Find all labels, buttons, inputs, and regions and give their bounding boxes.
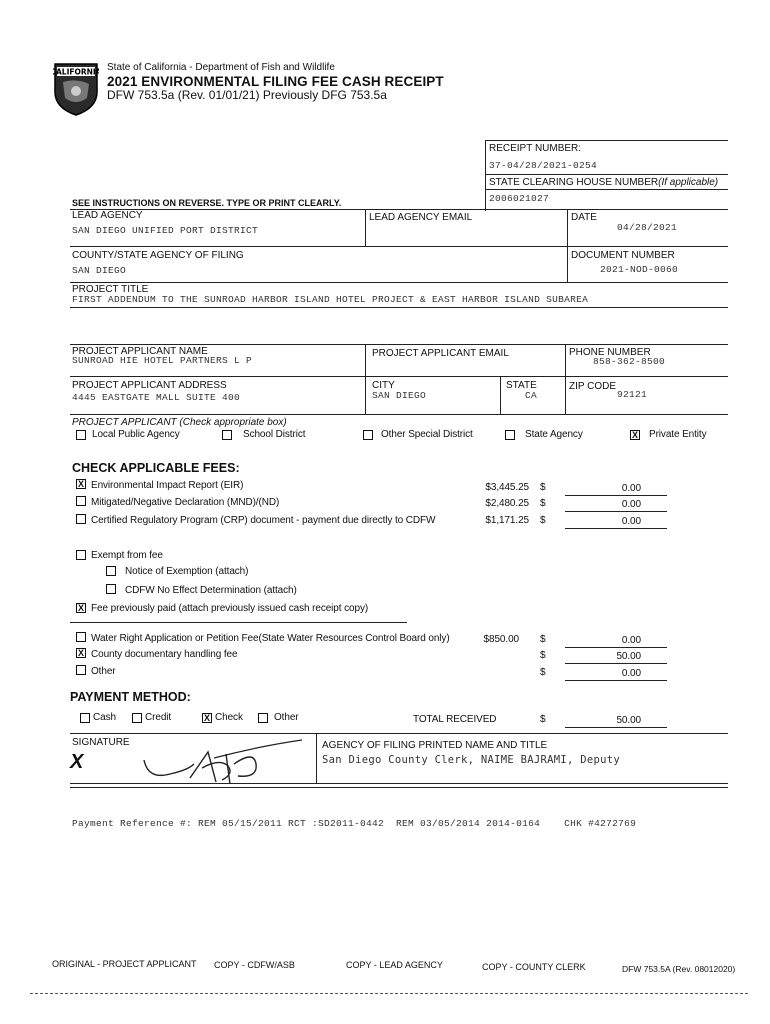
instructions: SEE INSTRUCTIONS ON REVERSE. TYPE OR PRINT CLEARLY. <box>72 198 342 208</box>
payment-reference: Payment Reference #: REM 05/15/2011 RCT :SD2011-0442 REM 03/05/2014 2014-0164 CHK #4272769 <box>72 818 637 829</box>
state-label: STATE <box>506 380 537 391</box>
other-fee-label: Other <box>91 666 116 677</box>
county-handling-fee-label: County documentary handling fee <box>91 649 238 660</box>
seal-logo <box>53 62 99 116</box>
checkbox-crp[interactable] <box>76 514 86 524</box>
lead-agency-label: LEAD AGENCY <box>72 210 143 221</box>
total-received-amount: 50.00 <box>616 715 641 726</box>
date-value: 04/28/2021 <box>617 222 678 233</box>
project-title-value: FIRST ADDENDUM TO THE SUNROAD HARBOR ISLAND HOTEL PROJECT & EAST HARBOR ISLAND SUBAREA <box>72 294 589 305</box>
footer-copy-cdfw: COPY - CDFW/ASB <box>214 960 295 970</box>
label-school-district: School District <box>243 429 306 440</box>
total-received-dollar: $ <box>540 714 546 725</box>
checkbox-exempt[interactable] <box>76 550 86 560</box>
fees-heading: CHECK APPLICABLE FEES: <box>72 461 240 475</box>
label-other-payment: Other <box>274 712 299 723</box>
receipt-number-label: RECEIPT NUMBER: <box>489 143 582 154</box>
label-local-public-agency: Local Public Agency <box>92 429 180 440</box>
clearing-house-value: 2006021027 <box>489 193 550 204</box>
state-value: CA <box>525 390 538 401</box>
checkbox-check[interactable]: X <box>203 713 210 723</box>
document-number-value: 2021-NOD-0060 <box>600 264 679 275</box>
checkbox-school-district[interactable] <box>222 430 232 440</box>
label-private-entity: Private Entity <box>649 429 707 440</box>
applicant-address-label: PROJECT APPLICANT ADDRESS <box>72 380 227 391</box>
county-value: SAN DIEGO <box>72 265 127 276</box>
checkbox-other-special-district[interactable] <box>363 430 373 440</box>
county-handling-fee-amount: 50.00 <box>616 651 641 662</box>
checkbox-credit[interactable] <box>132 713 142 723</box>
checkbox-other-payment[interactable] <box>258 713 268 723</box>
checkbox-no-effect[interactable] <box>106 584 116 594</box>
lead-agency-email-label: LEAD AGENCY EMAIL <box>369 212 473 223</box>
footer-original: ORIGINAL - PROJECT APPLICANT <box>52 959 197 969</box>
project-title-label: PROJECT TITLE <box>72 284 149 295</box>
label-check: Check <box>215 712 243 723</box>
water-right-label: Water Right Application or Petition Fee(State Water Resources Control Board only) <box>91 633 450 644</box>
applicant-email-label: PROJECT APPLICANT EMAIL <box>372 348 509 359</box>
receipt-number-value: 37-04/28/2021-0254 <box>489 160 598 171</box>
water-right-rate: $850.00 <box>483 634 519 645</box>
fee-label-eir: Environmental Impact Report (EIR) <box>91 480 244 491</box>
form-title: 2021 ENVIRONMENTAL FILING FEE CASH RECEIPT <box>107 74 444 89</box>
checkbox-private-entity[interactable]: X <box>631 430 638 440</box>
checkbox-cash[interactable] <box>80 713 90 723</box>
label-other-special-district: Other Special District <box>381 429 473 440</box>
applicant-name-label: PROJECT APPLICANT NAME <box>72 346 208 357</box>
document-number-label: DOCUMENT NUMBER <box>571 250 675 261</box>
county-label: COUNTY/STATE AGENCY OF FILING <box>72 250 244 261</box>
phone-label: PHONE NUMBER <box>569 347 651 358</box>
applicant-type-label: PROJECT APPLICANT (Check appropriate box) <box>72 417 287 428</box>
phone-value: 858-362-8500 <box>593 356 666 367</box>
form-subtitle: DFW 753.5a (Rev. 01/01/21) Previously DFG 753.5a <box>107 88 387 102</box>
lead-agency-value: SAN DIEGO UNIFIED PORT DISTRICT <box>72 225 259 236</box>
no-effect-label: CDFW No Effect Determination (attach) <box>125 585 297 596</box>
zip-label: ZIP CODE <box>569 381 617 392</box>
fee-amount-crp: 0.00 <box>621 516 641 527</box>
agency-printed-name-value: San Diego County Clerk, NAIME BAJRAMI, Deputy <box>322 754 620 766</box>
city-label: CITY <box>372 380 395 391</box>
fee-rate-mnd: $2,480.25 <box>485 498 529 509</box>
fee-dollar-mnd: $ <box>540 498 546 509</box>
fee-amount-mnd: 0.00 <box>621 499 641 510</box>
signature-label: SIGNATURE <box>72 737 130 748</box>
fee-dollar-eir: $ <box>540 482 546 493</box>
label-credit: Credit <box>145 712 172 723</box>
applicant-name-value: SUNROAD HIE HOTEL PARTNERS L P <box>72 355 253 366</box>
checkbox-county-handling-fee[interactable]: X <box>77 648 84 658</box>
checkbox-water-right[interactable] <box>76 632 86 642</box>
total-received-label: TOTAL RECEIVED <box>413 714 497 725</box>
payment-heading: PAYMENT METHOD: <box>70 690 191 704</box>
signature-x-mark: X <box>70 751 84 773</box>
water-right-dollar: $ <box>540 634 546 645</box>
clearing-house-label-text: STATE CLEARING HOUSE NUMBER <box>489 177 659 188</box>
fee-dollar-crp: $ <box>540 515 546 526</box>
applicant-address-value: 4445 EASTGATE MALL SUITE 400 <box>72 392 241 403</box>
zip-value: 92121 <box>617 389 648 400</box>
checkbox-state-agency[interactable] <box>505 430 515 440</box>
other-fee-dollar: $ <box>540 667 546 678</box>
fee-amount-eir: 0.00 <box>621 483 641 494</box>
fee-label-mnd: Mitigated/Negative Declaration (MND)/(ND) <box>91 497 280 508</box>
checkbox-other-fee[interactable] <box>76 665 86 675</box>
label-cash: Cash <box>93 712 116 723</box>
footer-copy-lead-agency: COPY - LEAD AGENCY <box>346 960 443 970</box>
notice-of-exemption-label: Notice of Exemption (attach) <box>125 566 249 577</box>
clearing-house-note: (If applicable) <box>658 177 719 188</box>
clearing-house-label <box>489 177 718 188</box>
agency-line: State of California - Department of Fish and Wildlife <box>107 62 335 73</box>
city-value: SAN DIEGO <box>372 390 427 401</box>
checkbox-fee-previously-paid[interactable]: X <box>77 603 84 613</box>
fee-previously-paid-label: Fee previously paid (attach previously issued cash receipt copy) <box>91 603 369 614</box>
checkbox-mnd[interactable] <box>76 496 86 506</box>
checkbox-eir[interactable]: X <box>77 479 84 489</box>
fee-rate-eir: $3,445.25 <box>485 482 529 493</box>
footer-form-code: DFW 753.5A (Rev. 08012020) <box>622 964 736 974</box>
agency-printed-name-label: AGENCY OF FILING PRINTED NAME AND TITLE <box>322 740 548 751</box>
date-label: DATE <box>571 212 597 223</box>
water-right-amount: 0.00 <box>621 635 641 646</box>
label-state-agency: State Agency <box>525 429 583 440</box>
checkbox-local-public-agency[interactable] <box>76 430 86 440</box>
footer-copy-county-clerk: COPY - COUNTY CLERK <box>482 962 586 972</box>
seal-text: CALIFORNIA <box>53 67 99 77</box>
county-handling-fee-dollar: $ <box>540 650 546 661</box>
fee-label-crp: Certified Regulatory Program (CRP) document - payment due directly to CDFW <box>91 515 436 526</box>
other-fee-amount: 0.00 <box>621 668 641 679</box>
checkbox-notice-of-exemption[interactable] <box>106 566 116 576</box>
exempt-label: Exempt from fee <box>91 550 163 561</box>
fee-rate-crp: $1,171.25 <box>485 515 529 526</box>
